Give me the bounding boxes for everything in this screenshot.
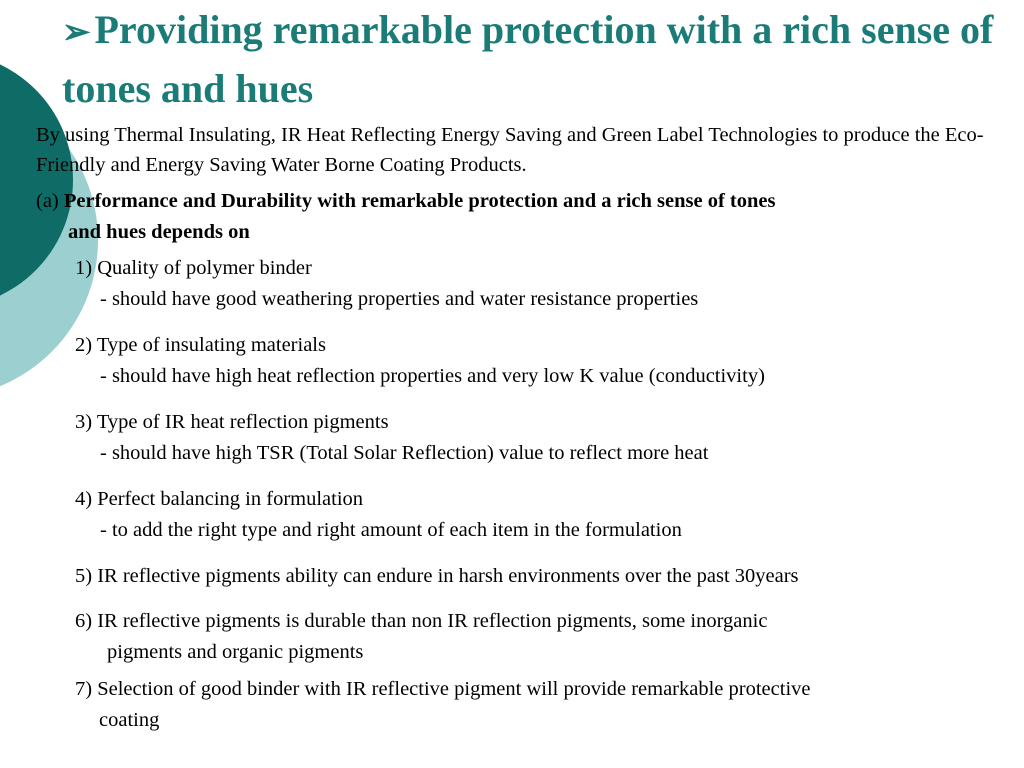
list-item-detail: - should have good weathering properties and water resistance properties bbox=[100, 288, 699, 310]
list-item bbox=[75, 330, 1015, 392]
arrow-bullet-icon: ➢ bbox=[62, 14, 91, 51]
title-text: Providing remarkable protection with a rich sense of tones and hues bbox=[62, 7, 994, 111]
list-item-text: 5) IR reflective pigments ability can endure in harsh environments over the past 30years bbox=[75, 565, 799, 587]
list-item-text: 7) Selection of good binder with IR reflective pigment will provide remarkable protective bbox=[75, 678, 811, 700]
intro-paragraph: By using Thermal Insulating, IR Heat Reflecting Energy Saving and Green Label Technologies to produce the Eco-Friendly and Energy Saving Water Borne Coating Products. bbox=[36, 124, 984, 176]
list-item bbox=[75, 407, 1015, 469]
section-a-label: (a) bbox=[36, 190, 59, 212]
list-item-continuation: pigments and organic pigments bbox=[107, 641, 364, 663]
list-item-detail: - should have high heat reflection properties and very low K value (conductivity) bbox=[100, 365, 765, 387]
section-a-heading-line2: and hues depends on bbox=[68, 221, 250, 243]
slide-title bbox=[62, 2, 1012, 117]
list-item bbox=[75, 674, 1015, 736]
list-item-text: 6) IR reflective pigments is durable than non IR reflection pigments, some inorganic bbox=[75, 610, 768, 632]
list-item-text: 3) Type of IR heat reflection pigments bbox=[75, 411, 389, 433]
section-a-heading bbox=[36, 186, 996, 248]
list-item bbox=[75, 561, 1015, 592]
list-item-text: 2) Type of insulating materials bbox=[75, 334, 326, 356]
list-item-detail: - should have high TSR (Total Solar Reflection) value to reflect more heat bbox=[100, 442, 709, 464]
section-a-heading-line1: Performance and Durability with remarkable protection and a rich sense of tones bbox=[63, 190, 776, 212]
list-item-continuation: coating bbox=[99, 709, 160, 731]
list-item bbox=[75, 253, 1015, 315]
list-item-text: 1) Quality of polymer binder bbox=[75, 257, 312, 279]
list-item bbox=[75, 606, 1015, 668]
list-item-text: 4) Perfect balancing in formulation bbox=[75, 488, 364, 510]
list-item-detail: - to add the right type and right amount of each item in the formulation bbox=[100, 519, 682, 541]
list-item bbox=[75, 484, 1015, 546]
